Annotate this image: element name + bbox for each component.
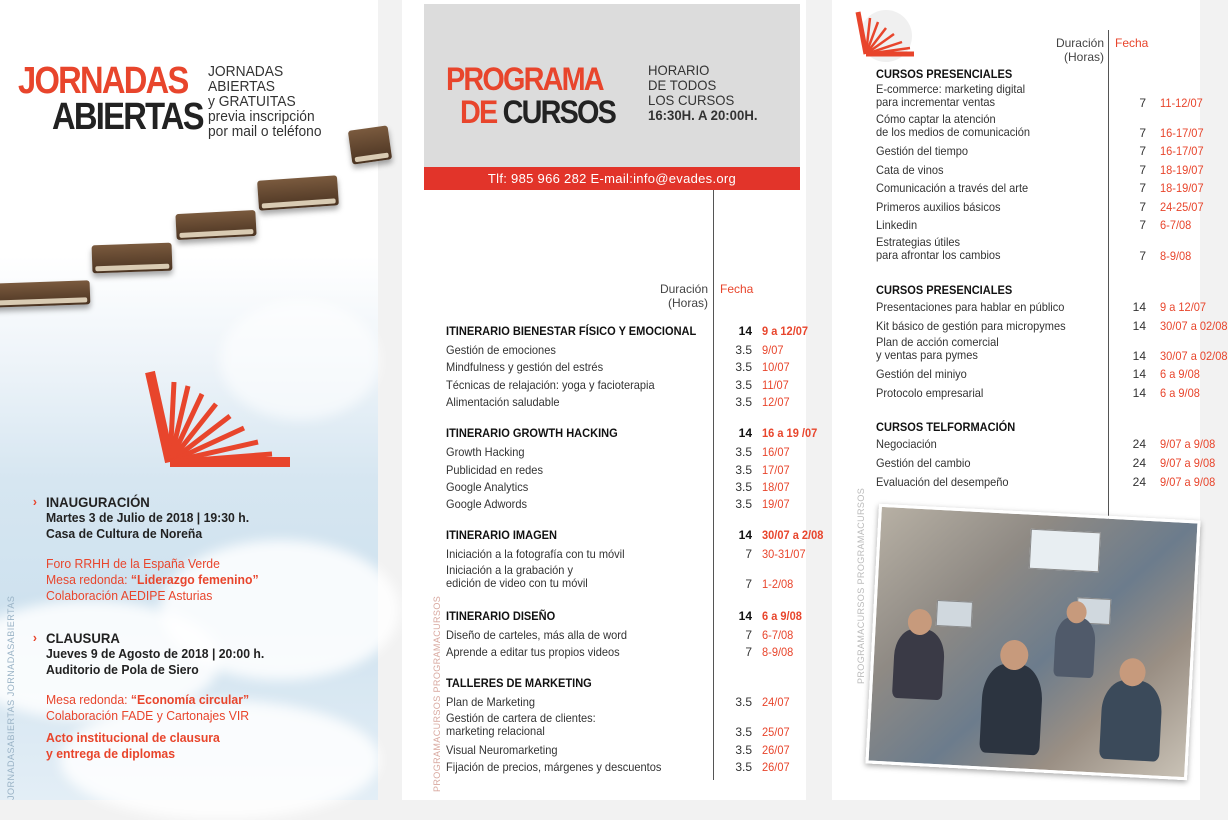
course-name: [446, 627, 627, 644]
subtitle-line: ABIERTAS: [208, 78, 275, 95]
course-name: [876, 299, 1064, 316]
mesa-prefix: Mesa redonda:: [46, 692, 131, 707]
section-header: [446, 323, 809, 340]
col-duration-unit: (Horas): [667, 296, 708, 310]
col-duration-header: [1034, 36, 1104, 64]
course-row: [876, 112, 1204, 143]
course-date: 26/07: [762, 759, 790, 774]
section-title: ITINERARIO BIENESTAR FÍSICO Y EMOCIONAL: [446, 324, 697, 338]
course-row: [446, 496, 796, 513]
clausura-acto-line2: y entrega de diplomas: [46, 746, 176, 761]
course-name-line: Primeros auxilios básicos: [876, 199, 1001, 214]
book-image: [257, 175, 339, 211]
course-name-line: Google Adwords: [446, 497, 528, 512]
book-image: [0, 280, 90, 307]
course-date: 8-9/08: [1160, 249, 1192, 263]
course-name-line: Evaluación del desempeño: [876, 474, 1009, 489]
course-name: [876, 455, 971, 472]
book-image: [92, 243, 173, 274]
section-date: 9 a 12/07: [762, 324, 809, 338]
course-name: [876, 436, 937, 453]
course-name: [446, 444, 525, 461]
course-name-line: Gestión del tiempo: [876, 144, 969, 158]
course-row: [446, 564, 796, 594]
course-date: 30/07 a 02/08: [1160, 318, 1228, 333]
course-date: 30-31/07: [762, 547, 806, 562]
course-name: [876, 180, 1028, 197]
course-name: [876, 236, 1001, 262]
section-header: [446, 675, 796, 692]
book-image: [348, 125, 392, 164]
course-date: 16-17/07: [1160, 126, 1204, 140]
course-duration: 3.5: [735, 695, 752, 710]
course-name-line: Diseño de carteles, más alla de word: [446, 627, 628, 642]
section-date: 6 a 9/08: [762, 608, 802, 623]
course-date: 9/07 a 9/08: [1160, 437, 1216, 452]
course-date: 11-12/07: [1160, 96, 1203, 110]
course-name-line: Iniciación a la grabación y: [446, 562, 574, 577]
course-name: [876, 162, 944, 179]
section-header: [446, 608, 802, 625]
course-name-line: Mindfulness y gestión del estrés: [446, 360, 604, 375]
course-duration: 3.5: [735, 360, 752, 375]
course-date: 12/07: [762, 394, 790, 409]
open-book-icon: [852, 6, 922, 62]
col-duration-label: Duración: [659, 282, 708, 296]
col-duration-unit: (Horas): [1063, 50, 1104, 64]
course-duration: 7: [745, 576, 752, 591]
course-row: [876, 162, 1204, 179]
horario-subtitle: [648, 63, 757, 123]
course-date: 1-2/08: [762, 576, 794, 591]
course-name-line: Estrategias útiles: [876, 235, 961, 249]
inauguracion-colab: Colaboración AEDIPE Asturias: [46, 588, 213, 603]
inauguracion-heading: INAUGURACIÓN: [46, 494, 150, 510]
course-row: [876, 455, 1216, 472]
course-name-line: Técnicas de relajación: yoga y facioterapia: [446, 377, 655, 392]
subtitle-line: JORNADAS: [208, 63, 284, 80]
course-name: [876, 83, 1025, 109]
course-name-line: Fijación de precios, márgenes y descuentos: [446, 759, 662, 774]
col-date-header: Fecha: [720, 282, 754, 296]
course-duration: 3.5: [735, 343, 752, 357]
section-header: [876, 419, 1196, 436]
course-name-line: Iniciación a la fotografía con tu móvil: [446, 547, 625, 562]
section-title: ITINERARIO GROWTH HACKING: [446, 426, 618, 441]
course-duration: 7: [1139, 96, 1146, 110]
course-date: 10/07: [762, 360, 790, 375]
course-row: [876, 436, 1216, 453]
book-image: [175, 210, 256, 240]
clausura-colab: Colaboración FADE y Cartonajes VIR: [46, 708, 250, 723]
course-row: [876, 180, 1204, 197]
course-name-line: Presentaciones para hablar en público: [876, 300, 1065, 314]
course-name-line: Comunicación a través del arte: [876, 181, 1029, 196]
course-name-line: Cómo captar la atención: [876, 112, 996, 126]
course-duration: 3.5: [735, 759, 752, 774]
course-name-line: Linkedin: [876, 218, 918, 233]
course-row: [446, 742, 796, 759]
course-row: [876, 82, 1203, 113]
course-date: 6 a 9/08: [1160, 367, 1200, 382]
course-name-line: Plan de acción comercial: [876, 335, 999, 350]
course-row: [446, 712, 796, 742]
course-duration: 14: [1132, 385, 1146, 400]
subtitle-line: y GRATUITAS: [208, 93, 296, 110]
course-row: [876, 318, 1228, 335]
clausura-acto-line1: Acto institucional de clausura: [46, 730, 220, 745]
section-header: [446, 425, 818, 442]
course-name-line: Negociación: [876, 437, 937, 452]
course-name: [446, 377, 655, 394]
section-header: [876, 282, 1196, 299]
vertical-side-text: JORNADASABIERTAS JORNADASABIERTAS: [6, 595, 16, 800]
course-row: [876, 236, 1196, 266]
course-name-line: Google Analytics: [446, 479, 529, 494]
inauguracion-date: Martes 3 de Julio de 2018 | 19:30 h.: [46, 510, 250, 525]
course-name: [876, 474, 1009, 491]
course-name-line: Gestión del cambio: [876, 456, 971, 470]
course-date: 16/07: [762, 445, 790, 460]
course-row: [446, 644, 796, 661]
section-date: 16 a 19 /07: [762, 426, 818, 441]
section-duration: 14: [738, 426, 752, 441]
section-title: ITINERARIO DISEÑO: [446, 608, 556, 623]
course-row: [446, 394, 796, 411]
programa-title-line2: [460, 96, 615, 128]
course-duration: 24: [1132, 437, 1146, 452]
course-name: [876, 199, 1001, 216]
jornadas-subtitle: [208, 64, 322, 139]
course-name-line: para afrontar los cambios: [876, 248, 1001, 262]
course-name-line: para incrementar ventas: [876, 95, 996, 109]
course-duration: 7: [745, 645, 752, 659]
programa-title-line1: PROGRAMA: [446, 61, 603, 97]
course-date: 9/07 a 9/08: [1160, 456, 1216, 470]
course-duration: 7: [1139, 126, 1146, 140]
course-row: [876, 366, 1200, 383]
course-duration: 7: [1139, 144, 1146, 158]
course-duration: 3.5: [735, 462, 752, 477]
course-name-line: Plan de Marketing: [446, 695, 535, 710]
course-row: [876, 335, 1228, 366]
section-date: 30/07 a 2/08: [762, 528, 824, 543]
course-name: [446, 712, 596, 738]
section-duration: 14: [738, 324, 752, 338]
course-name: [446, 462, 543, 479]
course-name: [876, 143, 968, 160]
course-name-line: Gestión de emociones: [446, 343, 556, 357]
course-duration: 7: [1139, 249, 1146, 263]
course-duration: 3.5: [735, 724, 752, 739]
course-duration: 3.5: [735, 377, 752, 392]
course-duration: 7: [1139, 162, 1146, 177]
course-row: [876, 299, 1207, 316]
course-row: [446, 546, 806, 563]
course-name: [876, 113, 1030, 139]
course-name-line: marketing relacional: [446, 723, 545, 738]
course-name: [876, 336, 999, 362]
course-name-line: E-commerce: marketing digital: [876, 82, 1026, 96]
jornadas-title-line1: JORNADAS: [18, 60, 188, 102]
course-duration: 7: [745, 627, 752, 642]
col-duration-label: Duración: [1055, 36, 1104, 50]
mesa-title: “Economía circular”: [130, 692, 250, 707]
course-row: [446, 359, 796, 376]
course-duration: 7: [1139, 218, 1146, 233]
course-duration: 7: [1139, 181, 1146, 196]
inauguracion-mesa: [46, 572, 259, 588]
course-duration: 3.5: [735, 497, 752, 512]
course-name-line: Growth Hacking: [446, 445, 525, 460]
course-name: [876, 385, 983, 402]
course-date: 18-19/07: [1160, 181, 1204, 196]
course-name: [446, 342, 556, 359]
course-date: 24/07: [762, 695, 790, 710]
section-title: CURSOS PRESENCIALES: [876, 67, 1013, 81]
course-duration: 7: [1139, 199, 1146, 214]
title-cursos: CURSOS: [502, 94, 616, 130]
course-date: 19/07: [762, 497, 790, 512]
course-row: [876, 143, 1204, 160]
clausura-heading: CLAUSURA: [46, 630, 120, 646]
course-name: [446, 759, 661, 776]
course-name-line: Publicidad en redes: [446, 462, 543, 477]
section-title: CURSOS PRESENCIALES: [876, 283, 1013, 297]
inauguracion-foro: Foro RRHH de la España Verde: [46, 556, 220, 571]
subtitle-line: DE TODOS: [648, 77, 717, 93]
clausura-date: Jueves 9 de Agosto de 2018 | 20:00 h.: [46, 646, 265, 661]
inauguracion-place: Casa de Cultura de Noreña: [46, 526, 203, 541]
clausura-block: [32, 630, 265, 762]
section-title: CURSOS TELFORMACIÓN: [876, 420, 1016, 435]
course-name-line: Gestión del miniyo: [876, 367, 967, 382]
course-duration: 14: [1132, 367, 1146, 382]
section-header: [876, 66, 1196, 83]
course-row: [446, 627, 796, 644]
course-name: [876, 318, 1066, 335]
course-name-line: Protocolo empresarial: [876, 385, 984, 400]
course-date: 25/07: [762, 724, 790, 739]
course-date: 9/07 a 9/08: [1160, 474, 1216, 489]
col-date-header: Fecha: [1115, 36, 1149, 50]
course-duration: 14: [1132, 318, 1146, 333]
course-name-line: edición de video con tu móvil: [446, 575, 588, 590]
course-hours: 16:30H. A 20:00H.: [648, 107, 758, 123]
left-panel: [0, 0, 378, 800]
course-row: [876, 385, 1200, 402]
course-duration: 3.5: [735, 445, 752, 460]
course-row: [446, 377, 796, 394]
course-name: [446, 742, 557, 759]
course-row: [876, 217, 1196, 234]
course-name: [876, 217, 917, 234]
open-book-icon: [140, 362, 300, 482]
course-name: [876, 366, 967, 383]
course-name: [446, 546, 625, 563]
course-name: [446, 496, 527, 513]
course-date: 17/07: [762, 462, 790, 477]
course-duration: 3.5: [735, 479, 752, 494]
section-duration: 14: [738, 608, 752, 623]
inauguracion-block: [32, 494, 259, 604]
course-duration: 3.5: [735, 742, 752, 757]
section-title: ITINERARIO IMAGEN: [446, 528, 558, 543]
course-name-line: Visual Neuromarketing: [446, 742, 558, 757]
course-row: [876, 474, 1216, 491]
course-name: [446, 359, 603, 376]
course-date: 18-19/07: [1160, 162, 1204, 177]
course-date: 18/07: [762, 479, 790, 494]
course-duration: 14: [1132, 349, 1146, 364]
course-date: 30/07 a 02/08: [1160, 349, 1228, 364]
subtitle-line: por mail o teléfono: [208, 123, 322, 140]
course-name: [446, 694, 535, 711]
course-date: 9/07: [762, 343, 784, 357]
jornadas-title-line2: ABIERTAS: [52, 96, 203, 138]
subtitle-line: HORARIO: [648, 62, 710, 78]
chevron-right-icon: ›: [32, 630, 37, 645]
contact-bar[interactable]: Tlf: 985 966 282 E-mail:info@evades.org: [424, 167, 800, 190]
course-name: [446, 394, 560, 411]
course-name-line: y ventas para pymes: [876, 348, 978, 363]
section-title: TALLERES DE MARKETING: [446, 676, 592, 691]
course-name: [446, 479, 528, 496]
course-name-line: Aprende a editar tus propios videos: [446, 645, 620, 659]
course-row: [446, 479, 796, 496]
course-date: 6 a 9/08: [1160, 385, 1200, 400]
section-header: [446, 527, 824, 544]
subtitle-line: LOS CURSOS: [648, 92, 735, 108]
course-date: 9 a 12/07: [1160, 300, 1207, 314]
classroom-photo: [865, 504, 1200, 780]
section-duration: 14: [738, 528, 752, 543]
course-name-line: Gestión de cartera de clientes:: [446, 710, 596, 725]
clausura-mesa: [46, 692, 264, 708]
course-name-line: de los medios de comunicación: [876, 125, 1031, 139]
course-duration: 14: [1132, 300, 1146, 314]
course-row: [446, 444, 796, 461]
course-name: [446, 564, 588, 590]
course-date: 8-9/08: [762, 645, 794, 659]
title-de: DE: [460, 94, 503, 130]
course-duration: 24: [1132, 456, 1146, 470]
course-date: 26/07: [762, 742, 790, 757]
course-name-line: Kit básico de gestión para micropymes: [876, 318, 1066, 333]
course-name: [446, 644, 620, 661]
col-duration-header: [642, 282, 708, 310]
course-row: [876, 199, 1204, 216]
course-duration: 7: [745, 547, 752, 562]
course-duration: 24: [1132, 474, 1146, 489]
course-row: [446, 694, 796, 711]
mesa-prefix: Mesa redonda:: [46, 572, 131, 587]
course-date: 6-7/08: [762, 627, 794, 642]
center-panel: [402, 0, 824, 800]
course-date: 11/07: [762, 377, 789, 392]
vertical-side-text: PROGRAMACURSOS PROGRAMACURSOS: [856, 487, 866, 684]
chevron-right-icon: ›: [32, 494, 37, 509]
course-duration: 3.5: [735, 394, 752, 409]
course-row: [446, 462, 796, 479]
course-name-line: Cata de vinos: [876, 162, 944, 177]
right-panel: [832, 0, 1228, 800]
course-date: 24-25/07: [1160, 199, 1204, 214]
course-date: 6-7/08: [1160, 218, 1192, 233]
subtitle-line: previa inscripción: [208, 108, 315, 125]
vertical-side-text: PROGRAMACURSOS PROGRAMACURSOS: [432, 595, 442, 792]
course-date: 16-17/07: [1160, 144, 1204, 158]
course-row: [446, 759, 796, 776]
course-row: [446, 342, 796, 359]
course-name-line: Alimentación saludable: [446, 394, 560, 409]
clausura-place: Auditorio de Pola de Siero: [46, 662, 199, 677]
mesa-title: “Liderazgo femenino”: [130, 572, 259, 587]
